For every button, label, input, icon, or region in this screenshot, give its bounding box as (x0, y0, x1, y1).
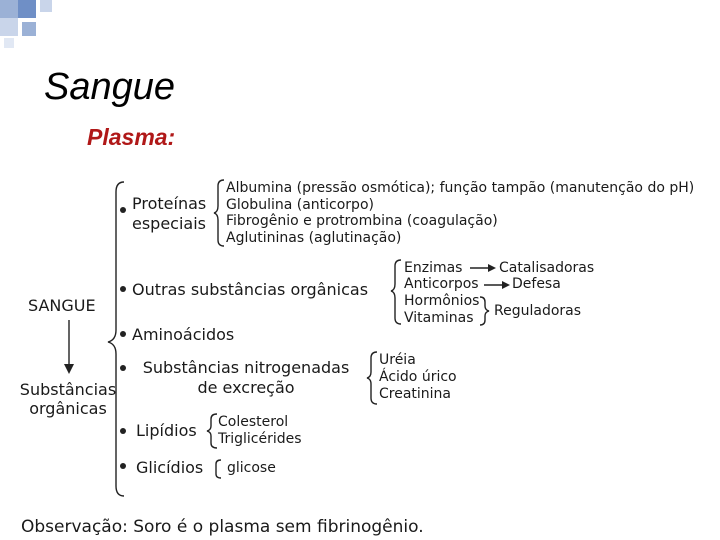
corner-decoration (0, 0, 70, 50)
outras-item: Hormônios (404, 293, 480, 309)
lipidios-item: Triglicérides (218, 431, 302, 447)
group-lipidios-label: Lipídios (136, 421, 197, 440)
group-nitrogenadas-label-line1: Substâncias nitrogenadas (142, 358, 350, 377)
group-proteinas-label (132, 194, 206, 234)
footnote-observacao: Observação: Soro é o plasma sem fibrinogênio. (21, 517, 424, 537)
outras-item: Vitaminas (404, 310, 474, 326)
glicidios-item: glicose (227, 460, 276, 476)
group-glicidios-label: Glicídios (136, 458, 204, 477)
proteinas-item: Aglutininas (aglutinação) (226, 230, 402, 246)
page-title: Sangue (44, 66, 176, 108)
outras-brace (391, 260, 401, 324)
proteinas-brace (214, 180, 224, 246)
root-node-sangue: SANGUE (28, 296, 96, 315)
nitrogenadas-item: Ácido úrico (379, 369, 457, 385)
proteinas-item: Globulina (anticorpo) (226, 197, 374, 213)
group-proteinas-label-line1: Proteínas (132, 194, 207, 213)
group-proteinas-label-line2: especiais (132, 214, 207, 233)
outras-item: Enzimas (404, 260, 463, 276)
main-brace (108, 182, 124, 496)
outras-item: Anticorpos (404, 276, 479, 292)
glicidios-brace (216, 460, 221, 478)
lipidios-brace (207, 414, 217, 448)
page-subtitle: Plasma: (87, 124, 176, 150)
nitrogenadas-item: Uréia (379, 352, 416, 368)
root-child-line1: Substâncias (19, 380, 117, 399)
proteinas-item: Albumina (pressão osmótica); função tampão (manutenção do pH) (226, 180, 695, 196)
group-aminoacidos-label: Aminoácidos (132, 325, 235, 344)
nitrogenadas-brace (367, 352, 377, 404)
proteinas-item: Fibrogênio e protrombina (coagulação) (226, 213, 498, 229)
role-defesa: Defesa (512, 276, 561, 292)
root-child-line2: orgânicas (29, 399, 107, 418)
group-nitrogenadas-label (128, 358, 364, 398)
nitrogenadas-item: Creatinina (379, 386, 452, 402)
group-nitrogenadas-label-line2: de excreção (197, 378, 295, 397)
reguladoras-brace (480, 297, 489, 325)
role-catalisadoras: Catalisadoras (499, 260, 595, 276)
role-reguladoras: Reguladoras (494, 303, 582, 319)
group-outras-label: Outras substâncias orgânicas (132, 280, 369, 299)
lipidios-item: Colesterol (218, 414, 289, 430)
root-child-node (18, 380, 118, 418)
